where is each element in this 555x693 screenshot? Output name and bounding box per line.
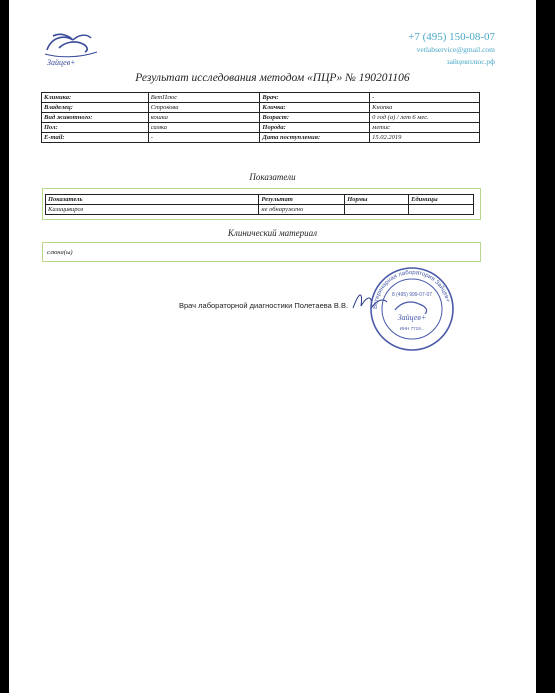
info-value: Строкова [148,103,260,113]
info-label: Кличка: [260,103,370,113]
info-value: Кнопка [370,103,480,113]
indicators-header-cell: Результат [259,195,345,205]
stamp-inn: ИНН 7719... [399,326,425,331]
indicators-header-cell: Нормы [345,195,409,205]
company-logo [39,28,105,68]
indicators-header-cell: Показатель [46,195,259,205]
stamp-logo-text: Зайцев+ [397,313,427,322]
contact-site[interactable]: зайцевплюс.рф [446,57,495,66]
svg-text:Ветеринарная лаборатория Зайце [373,270,450,309]
info-label: Клиника: [42,93,149,103]
indicators-header-cell: Единицы [409,195,474,205]
stamp-phone: 8 (495) 999-07-07 [391,292,433,298]
material-value: слюна(ы) [47,249,73,256]
info-value: 0 год (а) / лет 6 мес. [370,113,480,123]
info-label: Дата поступления: [260,133,370,143]
indicators-cell [345,205,409,215]
info-row [42,123,480,133]
contact-email[interactable]: vetlabservice@gmail.com [416,45,495,54]
indicators-table [45,194,474,215]
info-label: Возраст: [260,113,370,123]
info-row [42,103,480,113]
material-frame [42,242,481,262]
patient-info-table [41,92,480,143]
info-label: E-mail: [42,133,149,143]
info-row [42,133,480,143]
indicators-header-row [46,195,474,205]
info-value: - [148,133,260,143]
info-row [42,113,480,123]
indicators-cell: Калицивироз [46,205,259,215]
info-label: Владелец: [42,103,149,113]
info-value: метис [370,123,480,133]
document-page [9,0,536,693]
info-label: Пол: [42,123,149,133]
doctor-signature-line: Врач лабораторной диагностики Полетаева В.В. [179,301,349,310]
info-label: Вид животного: [42,113,149,123]
contacts-block [408,30,495,68]
material-title: Клинический материал [227,228,318,238]
info-row [42,93,480,103]
lab-stamp [369,266,455,352]
info-value: ВетПлюс [148,93,260,103]
info-value: самка [148,123,260,133]
document-title: Результат исследования методом «ПЦР» № 190201106 [135,72,410,84]
info-value: кошка [148,113,260,123]
info-label: Врач: [260,93,370,103]
logo-text: Зайцев+ [47,58,76,67]
info-value: - [370,93,480,103]
info-label: Порода: [260,123,370,133]
indicators-cell [409,205,474,215]
indicators-cell: не обнаружено [259,205,345,215]
info-value: 15.02.2019 [370,133,480,143]
indicators-title: Показатели [249,172,296,182]
stamp-outer-text: Ветеринарная лаборатория Зайцев+ [372,269,451,310]
contact-phone: +7 (495) 150-08-07 [408,31,495,43]
table-row [46,205,474,215]
